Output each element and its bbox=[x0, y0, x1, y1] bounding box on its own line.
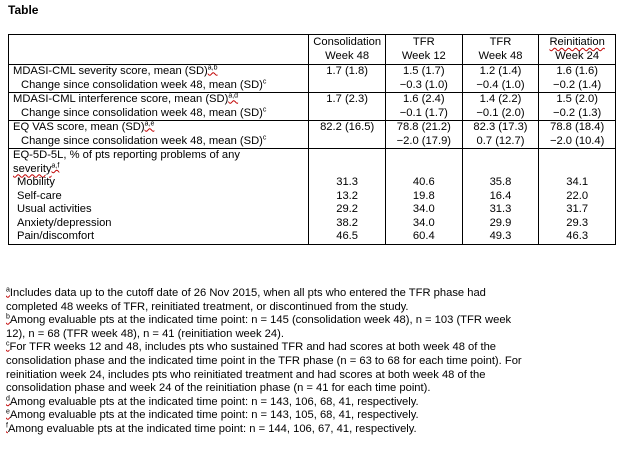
spacer bbox=[390, 149, 458, 163]
value-cell bbox=[385, 149, 462, 245]
eq5d-value: 35.8 bbox=[489, 176, 512, 188]
eq5d-value: 40.6 bbox=[412, 176, 435, 188]
column-header-line2: Week 24 bbox=[555, 49, 600, 62]
footnote bbox=[6, 314, 618, 341]
mean-value: 78.8 (18.4) bbox=[550, 121, 605, 133]
eq5d-value: 34.0 bbox=[412, 203, 435, 215]
column-header-line2: Week 12 bbox=[401, 49, 446, 62]
spacer bbox=[390, 163, 458, 177]
row-label-text: MDASI-CML severity score, mean (SD) bbox=[13, 65, 208, 77]
eq5d-value: 29.3 bbox=[566, 216, 589, 229]
header-empty-cell bbox=[9, 35, 309, 65]
column-header-line1: Consolidation bbox=[313, 36, 382, 48]
footnote-ref: a,d bbox=[228, 92, 239, 100]
row-label-cell bbox=[9, 65, 309, 93]
eq5d-value: 46.3 bbox=[566, 230, 589, 242]
eq5d-value: 34.1 bbox=[566, 176, 589, 188]
mean-value: 1.7 (2.3) bbox=[326, 93, 368, 105]
column-header-line1: Reinitiation bbox=[549, 36, 605, 48]
spacer bbox=[467, 163, 535, 177]
mean-value: 82.2 (16.5) bbox=[320, 121, 375, 133]
spacer bbox=[467, 149, 535, 163]
eq5d-heading-line2 bbox=[13, 163, 304, 177]
mean-value: 1.5 (1.7) bbox=[402, 65, 445, 77]
footnote bbox=[6, 409, 618, 423]
row-label bbox=[13, 121, 304, 135]
table-row-group bbox=[9, 65, 616, 93]
change-label-text: Change since consolidation week 48, mean (SD) bbox=[21, 134, 263, 147]
mean-value: 1.4 (2.2) bbox=[479, 93, 522, 105]
footnote-text: Includes data up to the cutoff date of 26 Nov 2015, when all pts who entered the TFR phase had bbox=[9, 287, 486, 299]
change-value: −0.2 (1.4) bbox=[553, 78, 602, 91]
row-label-cell bbox=[9, 93, 309, 121]
column-header-line2: Week 48 bbox=[325, 49, 370, 62]
eq5d-value: 46.5 bbox=[336, 230, 359, 242]
mean-value: 78.8 (21.2) bbox=[396, 121, 451, 133]
table-body bbox=[9, 65, 616, 245]
change-value: −0.2 (1.3) bbox=[553, 106, 602, 119]
footnote-ref: a,f bbox=[51, 161, 60, 169]
change-label bbox=[13, 135, 304, 149]
change-value bbox=[313, 79, 381, 93]
value-cell bbox=[462, 65, 539, 93]
eq5d-value: 60.4 bbox=[412, 230, 435, 242]
spacer bbox=[543, 163, 611, 177]
footnote-line bbox=[6, 396, 618, 410]
change-label-text: Change since consolidation week 48, mean (SD) bbox=[21, 78, 263, 91]
footnote-line bbox=[6, 314, 618, 328]
eq5d-value: 34.0 bbox=[412, 216, 435, 229]
change-value: −0.1 (1.7) bbox=[399, 106, 448, 119]
value-cell bbox=[309, 121, 386, 149]
footnote-line bbox=[6, 328, 618, 342]
value-cell bbox=[462, 121, 539, 149]
column-header bbox=[539, 35, 616, 65]
change-value: −2.0 (17.9) bbox=[396, 134, 452, 147]
eq5d-value: 31.3 bbox=[489, 203, 512, 215]
eq5d-heading-text: severity bbox=[13, 162, 52, 175]
mean-value: 1.7 (1.8) bbox=[326, 65, 368, 77]
value-cell bbox=[539, 121, 616, 149]
footnote-mark: e bbox=[6, 408, 10, 416]
footnote-text: 12), n = 68 (TFR week 48), n = 41 (reinitiation week 24). bbox=[6, 327, 284, 340]
change-label-text: Change since consolidation week 48, mean (SD) bbox=[21, 106, 263, 119]
change-value: −2.0 (10.4) bbox=[549, 134, 605, 147]
footnote bbox=[6, 396, 618, 410]
footnote-line bbox=[6, 341, 618, 355]
footnote-text: Among evaluable pts at the indicated time point: n = 143, 106, 68, 41, respectively. bbox=[9, 395, 419, 408]
footnote bbox=[6, 423, 618, 437]
column-header-line1: TFR bbox=[489, 36, 512, 48]
footnote-ref: a,e bbox=[144, 120, 155, 128]
value-cell bbox=[539, 93, 616, 121]
eq5d-value: 31.3 bbox=[336, 176, 359, 188]
eq5d-item-label: Usual activities bbox=[17, 203, 92, 215]
value-cell bbox=[309, 65, 386, 93]
footnote-line bbox=[6, 301, 618, 315]
value-cell bbox=[462, 93, 539, 121]
footnote-text: consolidation phase and week 24 of the reinitiation phase (n = 41 for each time point). bbox=[6, 382, 431, 395]
value-cell bbox=[539, 65, 616, 93]
eq5d-item-label: Anxiety/depression bbox=[17, 216, 112, 229]
column-header bbox=[385, 35, 462, 65]
column-header bbox=[462, 35, 539, 65]
change-value: −0.4 (1.0) bbox=[476, 78, 525, 91]
mean-value: 1.2 (1.4) bbox=[479, 65, 522, 77]
value-cell bbox=[462, 149, 539, 245]
eq5d-value: 49.3 bbox=[489, 230, 512, 242]
column-header-line2: Week 48 bbox=[478, 49, 523, 62]
change-value bbox=[313, 107, 381, 121]
footnote-ref: c bbox=[262, 105, 267, 113]
eq5d-value: 22.0 bbox=[566, 189, 589, 202]
footnote-line bbox=[6, 355, 618, 369]
footnote-text: completed 48 weeks of TFR, reinitiated treatment, or discontinued from the study. bbox=[6, 300, 409, 313]
eq5d-value: 29.2 bbox=[336, 203, 359, 215]
table-row-eq5d bbox=[9, 149, 616, 245]
footnote-line bbox=[6, 409, 618, 423]
row-label bbox=[13, 65, 304, 79]
value-cell bbox=[309, 93, 386, 121]
footnote-mark: b bbox=[6, 313, 10, 321]
mean-value: 1.5 (2.0) bbox=[556, 93, 598, 105]
eq5d-value: 13.2 bbox=[336, 189, 359, 202]
footnote-text: reinitiation week 24, includes pts who reinitiated treatment and had scores at both week 48 of the bbox=[6, 368, 486, 381]
footnotes bbox=[6, 287, 618, 437]
footnote-text: For TFR weeks 12 and 48, includes pts who sustained TFR and had scores at both week 48 of the bbox=[9, 341, 497, 354]
footnote-text: Among evaluable pts at the indicated time point: n = 144, 106, 67, 41, respectively. bbox=[7, 422, 417, 435]
footnote-text: Among evaluable pts at the indicated time point: n = 145 (consolidation week 48), n = 103 (TFR week bbox=[9, 314, 512, 327]
change-value: 0.7 (12.7) bbox=[476, 134, 525, 147]
eq5d-value: 29.9 bbox=[489, 216, 512, 229]
eq5d-item-label: Self-care bbox=[17, 189, 62, 202]
mean-value: 1.6 (1.6) bbox=[556, 65, 598, 77]
row-label-text: MDASI-CML interference score, mean (SD) bbox=[13, 93, 229, 105]
eq5d-value: 16.4 bbox=[489, 189, 512, 202]
value-cell bbox=[385, 93, 462, 121]
footnote-text: consolidation phase and the indicated time point in the TFR phase (n = 63 to 68 for each time point). For bbox=[6, 354, 522, 367]
eq5d-value: 31.7 bbox=[566, 203, 589, 215]
change-label bbox=[13, 79, 304, 93]
value-cell bbox=[309, 149, 386, 245]
column-header bbox=[309, 35, 386, 65]
footnote-mark: a bbox=[6, 286, 10, 294]
change-value bbox=[313, 135, 381, 149]
value-cell bbox=[385, 65, 462, 93]
footnote bbox=[6, 341, 618, 395]
footnote-ref: a,b bbox=[207, 64, 218, 72]
mean-value: 1.6 (2.4) bbox=[402, 93, 445, 105]
row-label-cell bbox=[9, 149, 309, 245]
footnote-ref: c bbox=[262, 77, 267, 85]
change-label bbox=[13, 107, 304, 121]
footnote-mark: c bbox=[6, 340, 10, 348]
footnote bbox=[6, 287, 618, 314]
row-label-cell bbox=[9, 121, 309, 149]
footnote-line bbox=[6, 423, 618, 437]
eq5d-value: 19.8 bbox=[412, 189, 435, 202]
spacer bbox=[313, 149, 381, 163]
row-label-text: EQ VAS score, mean (SD) bbox=[13, 121, 145, 133]
table-row-group bbox=[9, 93, 616, 121]
results-table bbox=[8, 34, 616, 245]
spacer bbox=[543, 149, 611, 163]
eq5d-value: 38.2 bbox=[336, 216, 359, 229]
footnote-text: Among evaluable pts at the indicated time point: n = 143, 105, 68, 41, respectively. bbox=[9, 409, 419, 422]
footnote-ref: c bbox=[262, 133, 267, 141]
footnote-line bbox=[6, 369, 618, 383]
eq5d-item-label: Mobility bbox=[17, 176, 55, 188]
column-header-line1: TFR bbox=[412, 36, 435, 48]
value-cell bbox=[385, 121, 462, 149]
spacer bbox=[313, 163, 381, 177]
table-header-row bbox=[9, 35, 616, 65]
change-value: −0.3 (1.0) bbox=[399, 78, 448, 91]
footnote-line bbox=[6, 287, 618, 301]
table-row-group bbox=[9, 121, 616, 149]
footnote-mark: f bbox=[6, 422, 8, 430]
eq5d-heading: EQ-5D-5L, % of pts reporting problems of any bbox=[13, 149, 240, 161]
mean-value: 82.3 (17.3) bbox=[473, 121, 528, 133]
footnote-line bbox=[6, 382, 618, 396]
eq5d-item-label: Pain/discomfort bbox=[17, 230, 95, 242]
footnote-mark: d bbox=[6, 395, 10, 403]
table-title: Table bbox=[8, 3, 39, 17]
change-value: −0.1 (2.0) bbox=[476, 106, 525, 119]
row-label bbox=[13, 93, 304, 107]
value-cell bbox=[539, 149, 616, 245]
